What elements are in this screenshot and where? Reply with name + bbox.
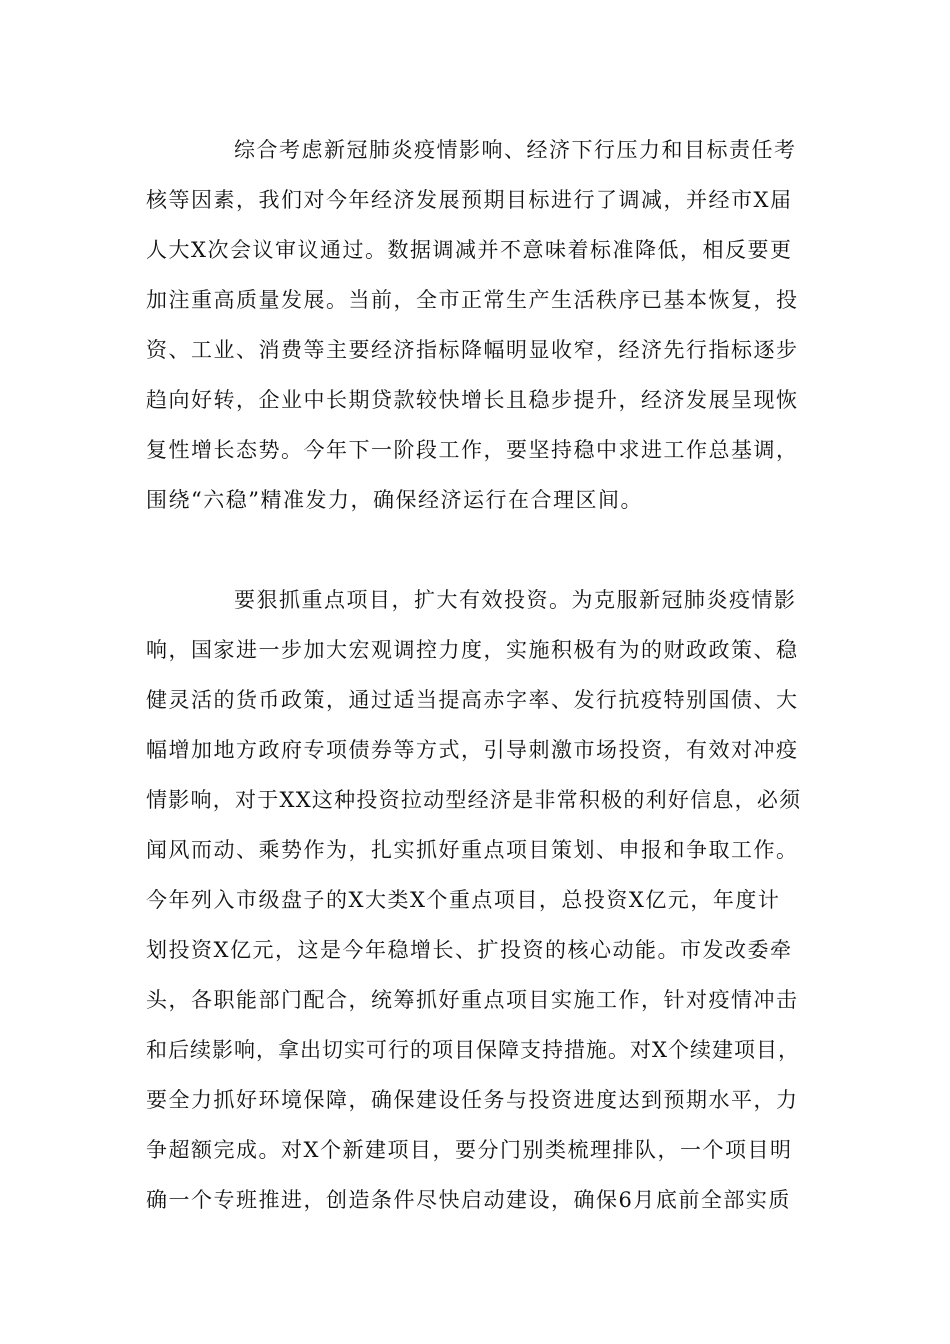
paragraph-2-line-8: 划投资X亿元，这是今年稳增长、扩投资的核心动能。市发改委牵 [146,938,793,962]
paragraph-2-line-6: 闻风而动、乘势作为，扎实抓好重点项目策划、申报和争取工作。 [146,838,799,862]
paragraph-1-line-4: 加注重高质量发展。当前，全市正常生产生活秩序已基本恢复，投 [146,288,799,312]
paragraph-1-line-8: 围绕“六稳”精准发力，确保经济运行在合理区间。 [146,488,643,512]
paragraph-1-line-2: 核等因素，我们对今年经济发展预期目标进行了调减，并经市X届 [146,188,793,212]
paragraph-2-line-9: 头，各职能部门配合，统筹抓好重点项目实施工作，针对疫情冲击 [146,988,799,1012]
paragraph-2-line-12: 争超额完成。对X个新建项目，要分门别类梳理排队，一个项目明 [146,1138,793,1162]
paragraph-2-line-10: 和后续影响，拿出切实可行的项目保障支持措施。对X个续建项目， [146,1038,800,1062]
paragraph-2-line-2: 响，国家进一步加大宏观调控力度，实施积极有为的财政政策、稳 [146,638,799,662]
paragraph-2-line-3: 健灵活的货币政策，通过适当提高赤字率、发行抗疫特别国债、大 [146,688,799,712]
paragraph-2-line-7: 今年列入市级盘子的X大类X个重点项目，总投资X亿元，年度计 [146,888,781,912]
paragraph-1-line-6: 趋向好转，企业中长期贷款较快增长且稳步提升，经济发展呈现恢 [146,388,799,412]
paragraph-1-line-1: 综合考虑新冠肺炎疫情影响、经济下行压力和目标责任考 [234,138,797,162]
paragraph-1-line-3: 人大X次会议审议通过。数据调减并不意味着标准降低，相反要更 [146,238,793,262]
paragraph-2-line-11: 要全力抓好环境保障，确保建设任务与投资进度达到预期水平，力 [146,1088,799,1112]
paragraph-2-line-4: 幅增加地方政府专项债券等方式，引导刺激市场投资，有效对冲疫 [146,738,799,762]
paragraph-1-line-5: 资、工业、消费等主要经济指标降幅明显收窄，经济先行指标逐步 [146,338,799,362]
paragraph-2-line-1: 要狠抓重点项目，扩大有效投资。为克服新冠肺炎疫情影 [234,588,797,612]
paragraph-1-line-7: 复性增长态势。今年下一阶段工作，要坚持稳中求进工作总基调， [146,438,799,462]
paragraph-2-line-5: 情影响，对于XX这种投资拉动型经济是非常积极的利好信息，必须 [146,788,802,812]
paragraph-2-line-13: 确一个专班推进，创造条件尽快启动建设，确保6月底前全部实质 [146,1188,791,1212]
